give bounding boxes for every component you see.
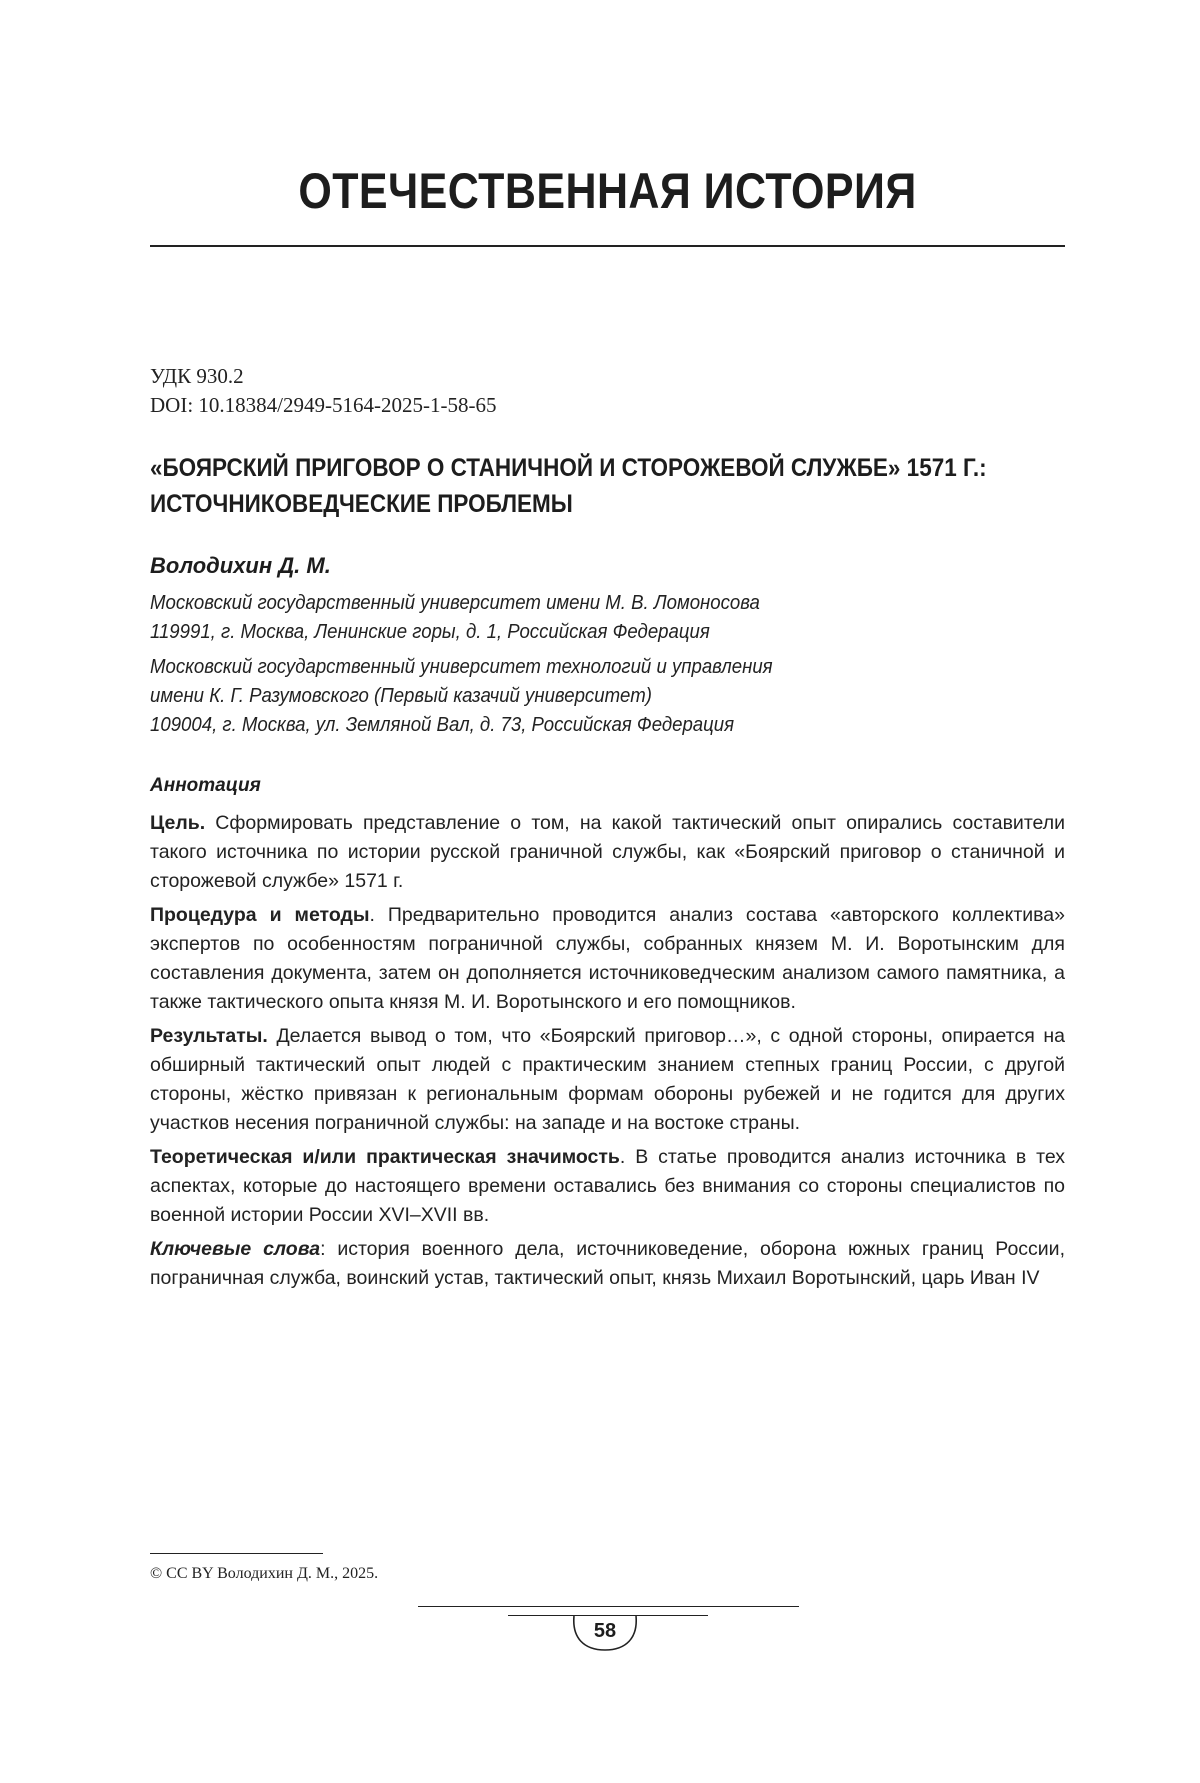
affiliation-line: 109004, г. Москва, ул. Земляной Вал, д. 73, Российская Федерация: [150, 714, 735, 736]
keywords-text: : история военного дела, источниковедение, оборона южных границ России, пограничная служба, воинский устав, тактический опыт, князь Михаил Воротынский, царь Иван IV: [150, 1238, 1065, 1289]
copyright-notice: © CC BY Володихин Д. М., 2025.: [150, 1565, 379, 1582]
keywords: [150, 1235, 1065, 1293]
abstract-heading: Аннотация: [150, 775, 261, 796]
affiliation-line: Московский государственный университет имени М. В. Ломоносова: [150, 592, 760, 614]
abstract-significance-text: . В статье проводится анализ источника в тех аспектах, которые до настоящего времени оставались без внимания со стороны специалистов по военной истории России XVI–XVII вв.: [150, 1146, 1065, 1226]
affiliation-line: 119991, г. Москва, Ленинские горы, д. 1, Российская Федерация: [150, 621, 710, 643]
abstract-results-label: Результаты.: [150, 1025, 268, 1047]
udk-code: УДК 930.2: [150, 364, 244, 388]
affiliation: [150, 653, 773, 740]
keywords-label: Ключевые слова: [150, 1238, 321, 1260]
abstract-results-text: Делается вывод о том, что «Боярский приговор…», с одной стороны, опирается на обширный тактический опыт людей с практическим знанием степных границ России, с другой стороны, жёстко привязан к региональным формам обороны рубежей и не годится для других участков несения пограничной службы: на западе и на востоке страны.: [150, 1025, 1065, 1134]
author-name: Володихин Д. М.: [150, 553, 331, 578]
abstract-goal: [150, 809, 1065, 896]
abstract-goal-label: Цель.: [150, 812, 206, 834]
doi: DOI: 10.18384/2949-5164-2025-1-58-65: [150, 393, 497, 417]
abstract-procedure-text: . Предварительно проводится анализ состава «авторского коллектива» экспертов по особенностям пограничной службы, собранных князем М. И. Воротынским для составления документа, затем он дополняется источниковедческим анализом самого памятника, а также тактического опыта князя М. И. Воротынского и его помощников.: [150, 904, 1065, 1013]
abstract-results: [150, 1022, 1065, 1138]
affiliation-line: имени К. Г. Разумовского (Первый казачий университет): [150, 685, 652, 707]
page-number-rule: [418, 1606, 799, 1607]
article-title: [150, 450, 1032, 522]
abstract-significance-label: Теоретическая и/или практическая значимость: [150, 1146, 620, 1168]
abstract-significance: [150, 1143, 1065, 1230]
section-divider: [150, 245, 1065, 247]
abstract-procedure: [150, 901, 1065, 1017]
abstract-goal-text: Сформировать представление о том, на какой тактический опыт опирались составители такого источника по истории русской граничной службы, как «Боярский приговор о станичной и сторожевой службе» 1571 г.: [150, 812, 1065, 892]
footnote-divider: [150, 1553, 323, 1554]
affiliation: [150, 589, 760, 647]
section-title: ОТЕЧЕСТВЕННАЯ ИСТОРИЯ: [298, 163, 917, 219]
affiliation-line: Московский государственный университет технологий и управления: [150, 656, 773, 678]
article-title-line: «БОЯРСКИЙ ПРИГОВОР О СТАНИЧНОЙ И СТОРОЖЕВОЙ СЛУЖБЕ» 1571 Г.:: [150, 454, 987, 482]
abstract-procedure-label: Процедура и методы: [150, 904, 370, 926]
article-title-line: ИСТОЧНИКОВЕДЧЕСКИЕ ПРОБЛЕМЫ: [150, 490, 573, 518]
page-number: 58: [593, 1620, 617, 1642]
